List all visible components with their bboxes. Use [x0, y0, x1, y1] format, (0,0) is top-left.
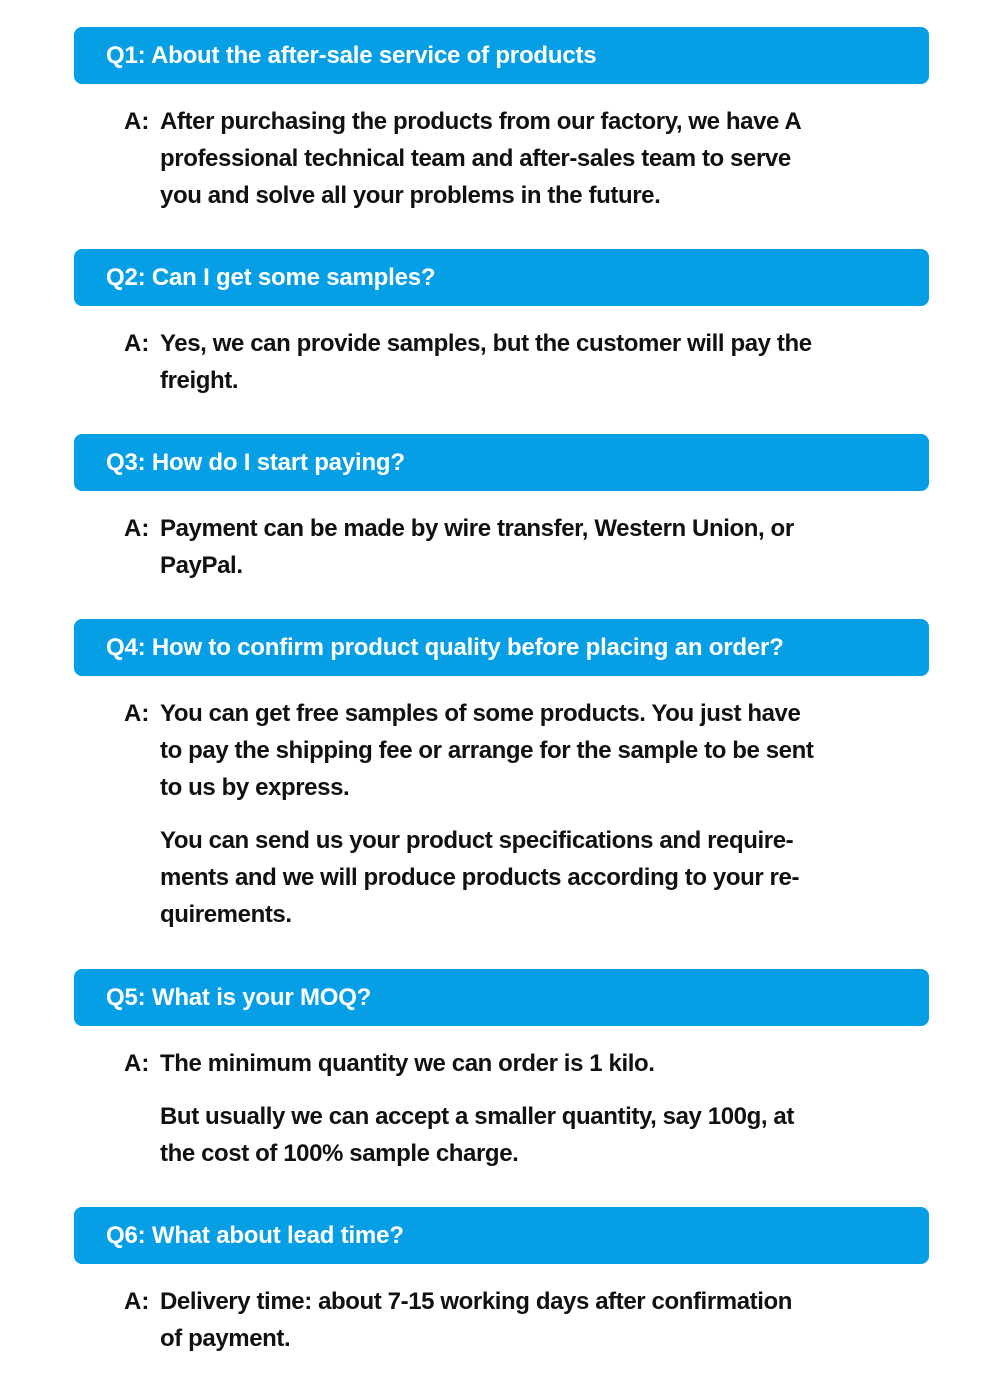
answer-paragraph [160, 1283, 884, 1357]
answer-line: to us by express. [160, 774, 350, 801]
answer-label: A: [124, 1288, 150, 1315]
faq-question-3 [74, 434, 929, 491]
answer-label: A: [124, 1050, 150, 1077]
faq-answer-3 [124, 510, 884, 584]
answer-label: A: [124, 330, 150, 357]
question-text: Q3: How do I start paying? [106, 448, 405, 476]
answer-line: ments and we will produce products according to your re- [160, 864, 800, 891]
answer-label: A: [124, 700, 150, 727]
answer-line: You can send us your product specifications and require- [160, 827, 794, 854]
question-text: Q2: Can I get some samples? [106, 263, 436, 291]
answer-line: of payment. [160, 1325, 291, 1352]
answer-line: Yes, we can provide samples, but the customer will pay the [160, 330, 812, 357]
question-text: Q5: What is your MOQ? [106, 983, 372, 1011]
answer-line: Delivery time: about 7-15 working days after confirmation [160, 1288, 793, 1315]
answer-paragraph [160, 1045, 884, 1082]
faq-question-5 [74, 969, 929, 1026]
faq-question-6 [74, 1207, 929, 1264]
answer-line: But usually we can accept a smaller quantity, say 100g, at [160, 1103, 794, 1130]
answer-line: Payment can be made by wire transfer, Western Union, or [160, 515, 794, 542]
faq-answer-2 [124, 325, 884, 399]
faq-answer-6 [124, 1283, 884, 1357]
faq-answer-4 [124, 695, 884, 933]
answer-paragraph [160, 1098, 884, 1172]
answer-line: the cost of 100% sample charge. [160, 1140, 519, 1167]
answer-label: A: [124, 515, 150, 542]
answer-paragraph [160, 822, 884, 933]
question-text: Q4: How to confirm product quality before placing an order? [106, 633, 784, 661]
faq-question-4 [74, 619, 929, 676]
answer-line: professional technical team and after-sales team to serve [160, 145, 791, 172]
answer-line: quirements. [160, 901, 292, 928]
answer-line: to pay the shipping fee or arrange for the sample to be sent [160, 737, 814, 764]
faq-question-1 [74, 27, 929, 84]
answer-paragraph [160, 103, 884, 214]
answer-line: The minimum quantity we can order is 1 kilo. [160, 1050, 655, 1077]
question-text: Q1: About the after-sale service of products [106, 41, 597, 69]
answer-line: freight. [160, 367, 239, 394]
answer-line: you and solve all your problems in the future. [160, 182, 661, 209]
faq-question-2 [74, 249, 929, 306]
answer-paragraph [160, 510, 884, 584]
faq-answer-5 [124, 1045, 884, 1172]
answer-line: After purchasing the products from our factory, we have A [160, 108, 802, 135]
answer-paragraph [160, 695, 884, 806]
question-text: Q6: What about lead time? [106, 1221, 404, 1249]
answer-line: PayPal. [160, 552, 243, 579]
faq-answer-1 [124, 103, 884, 214]
answer-line: You can get free samples of some products. You just have [160, 700, 801, 727]
answer-paragraph [160, 325, 884, 399]
answer-label: A: [124, 108, 150, 135]
